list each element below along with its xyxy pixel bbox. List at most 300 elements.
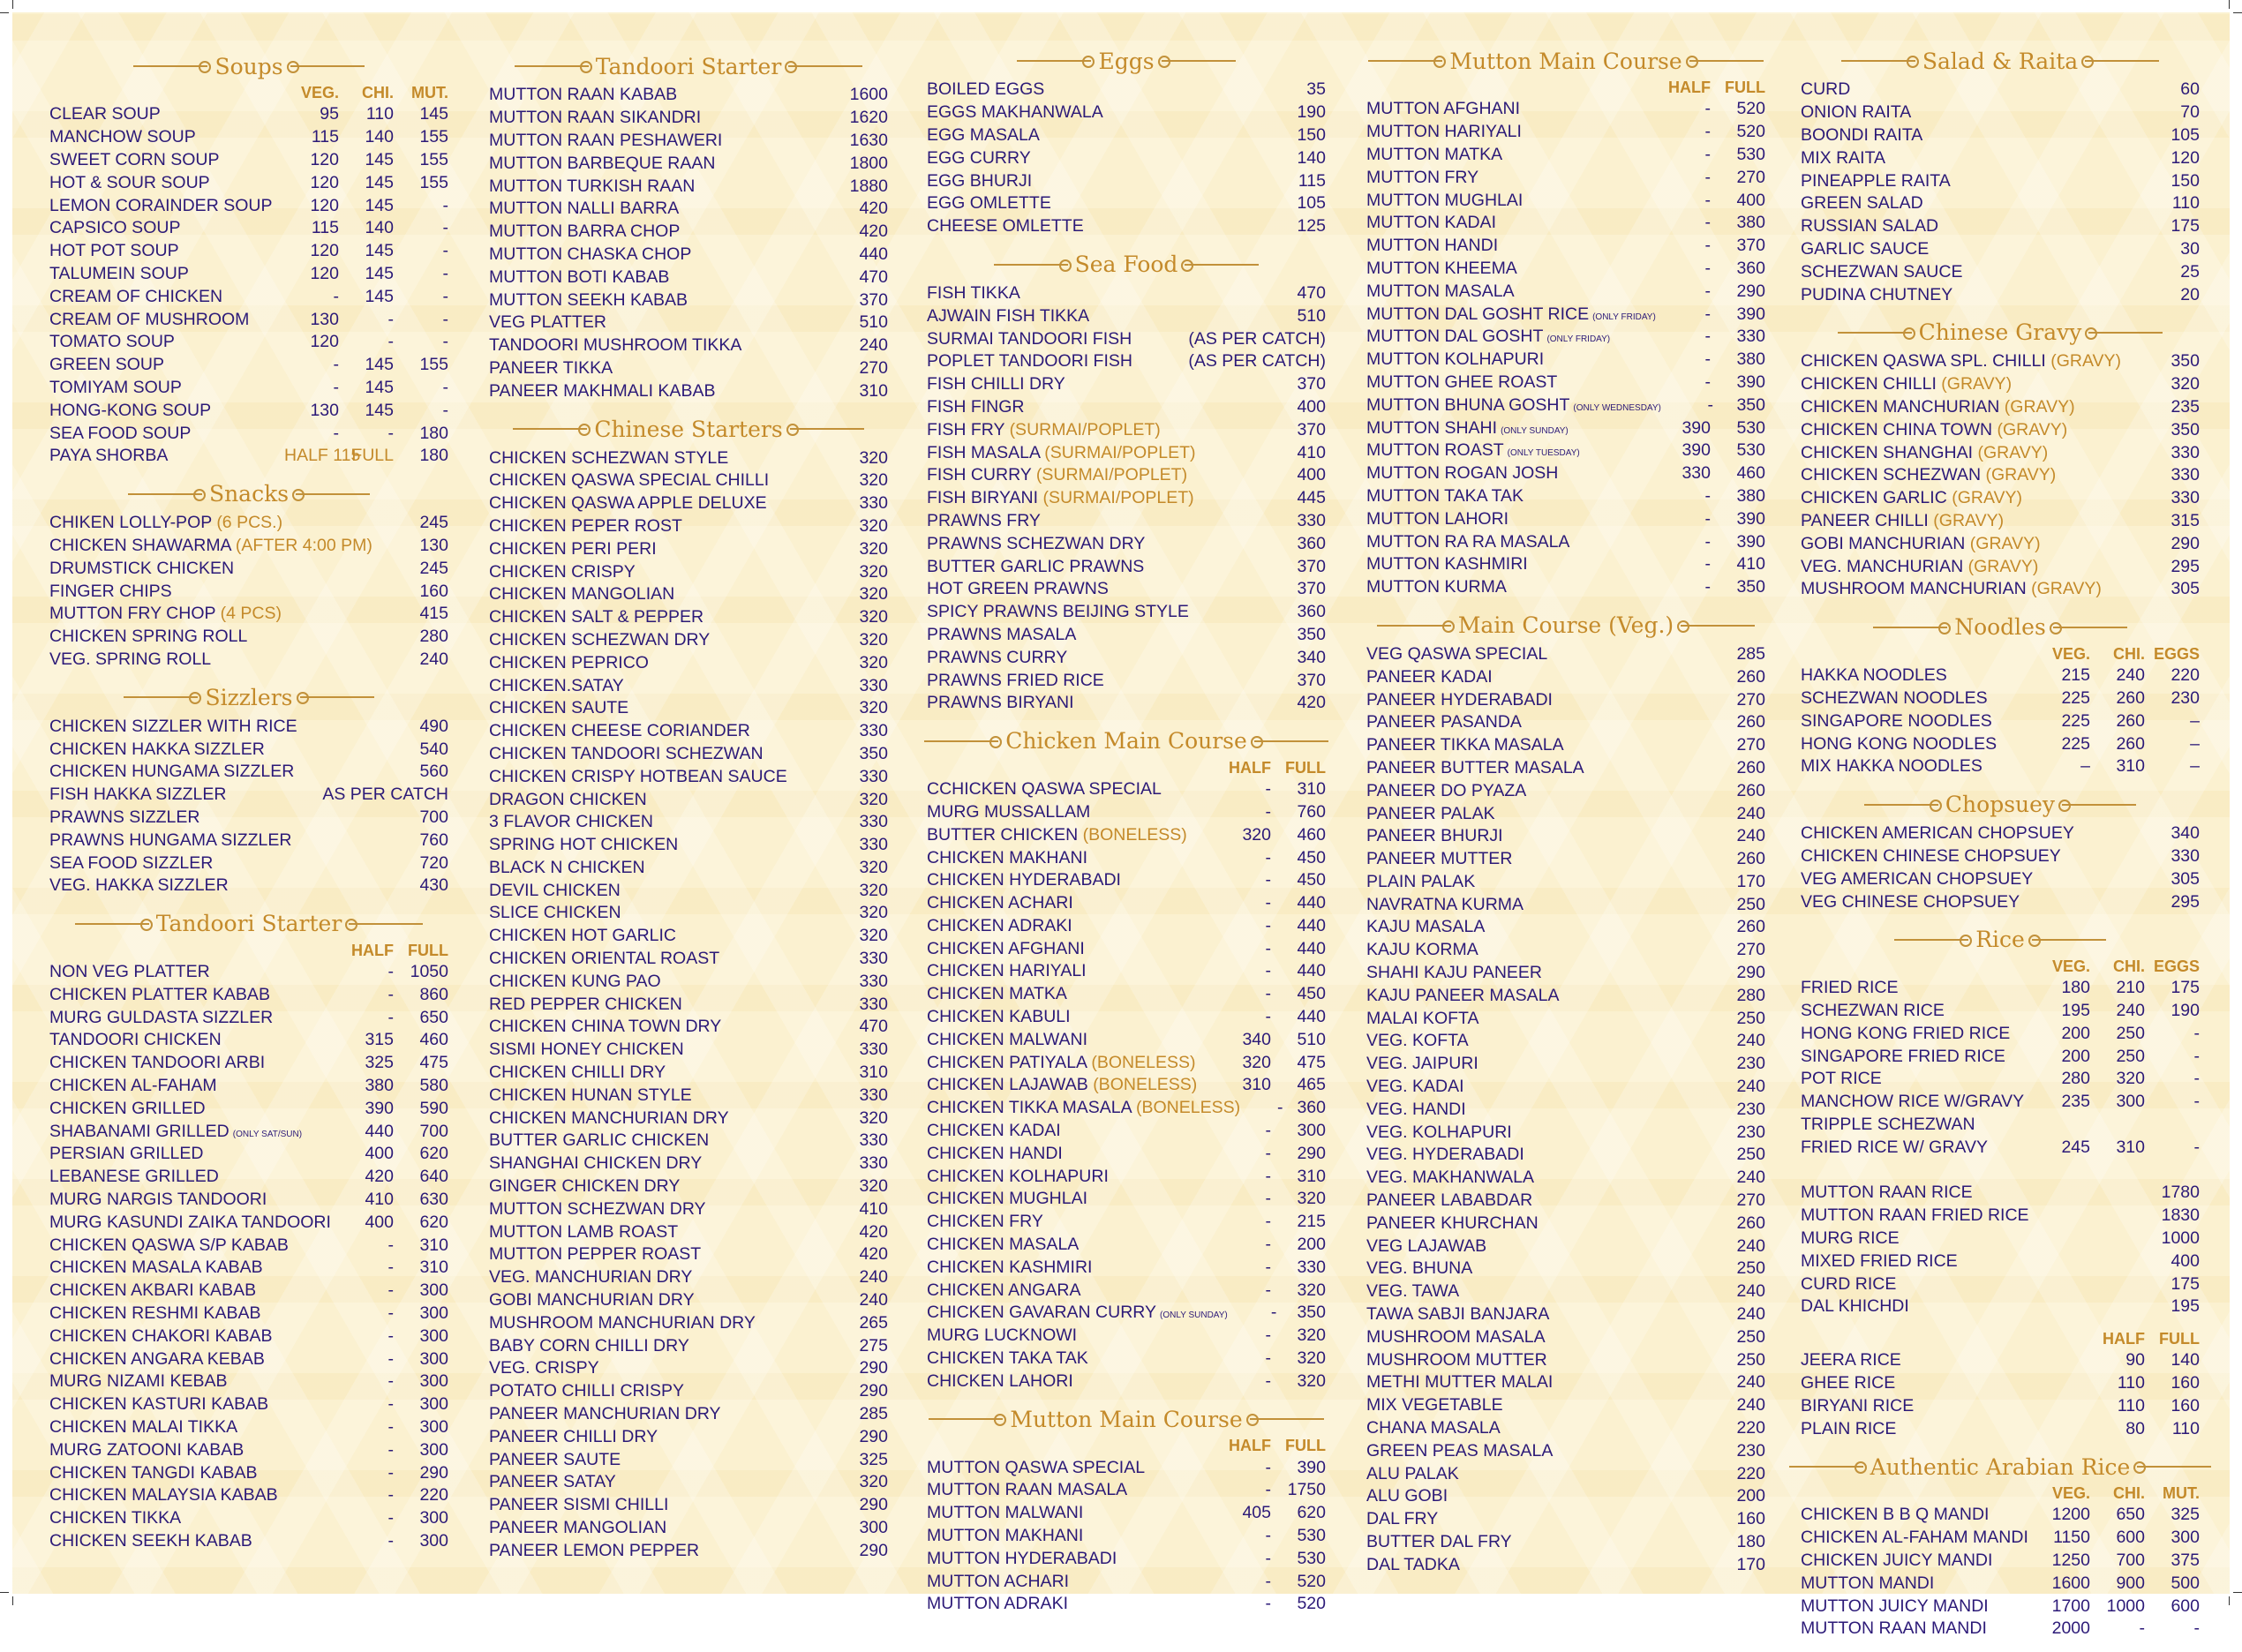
item-note: (SURMAI/POPLET) (1042, 488, 1194, 508)
item-name: FISH HAKKA SIZZLER (49, 785, 227, 805)
price-column-header: CHI. (362, 84, 394, 101)
item-name-cell (927, 825, 1216, 845)
item-name: PANEER KHURCHAN (1366, 1213, 1539, 1233)
item-price: 440 (1297, 938, 1326, 958)
item-note: (SURMAI/POPLET) (1044, 442, 1196, 462)
item-name-cell (1366, 1327, 1711, 1348)
item-name: CHICKEN SALT & PEPPER (489, 607, 704, 627)
item-name-cell (1366, 1372, 1711, 1393)
item-price: - (387, 1303, 394, 1324)
item-name: MUTTON TAKA TAK (1366, 485, 1524, 506)
item-price: 620 (1297, 1503, 1326, 1523)
item-name: VEG. MANCHURIAN (1801, 556, 1964, 576)
item-name: MUTTON LAHORI (1366, 508, 1509, 529)
menu-item (49, 1075, 448, 1098)
item-price: - (333, 355, 339, 375)
item-name-cell (489, 835, 833, 855)
item-price: 600 (2116, 1528, 2145, 1548)
item-price: - (1704, 508, 1711, 529)
item-name-cell (1366, 259, 1656, 279)
item-name-cell (927, 984, 1216, 1004)
item-price: 95 (320, 104, 339, 124)
item-note: (GRAVY) (1967, 556, 2039, 576)
menu-item (1801, 146, 2200, 169)
item-name-cell (49, 1030, 339, 1050)
menu-item (489, 1039, 888, 1062)
item-price: 260 (1736, 1213, 1765, 1233)
menu-column-3 (927, 46, 1326, 1627)
item-name: NAVRATNA KURMA (1366, 894, 1524, 914)
item-price: - (387, 1417, 394, 1438)
menu-item (1366, 235, 1765, 258)
item-price: 370 (1297, 579, 1326, 599)
item-note: (GRAVY) (1952, 488, 2023, 508)
item-name: PANEER SISMI CHILLI (489, 1495, 669, 1515)
menu-item (489, 606, 888, 629)
menu-item (1366, 1508, 1765, 1531)
item-name: BIRYANI RICE (1801, 1395, 1915, 1415)
menu-item (489, 948, 888, 971)
item-name-cell (489, 176, 833, 197)
item-name: CHICKEN MANCHURIAN (1801, 396, 2000, 417)
item-name-cell (489, 267, 833, 288)
item-price: 300 (1297, 1121, 1326, 1141)
item-name-cell (1366, 963, 1711, 983)
item-price: 320 (1242, 824, 1271, 845)
price-column-header: VEG. (2051, 1484, 2090, 1503)
item-price: - (442, 286, 448, 306)
item-name-cell (489, 222, 833, 242)
price-column-header: CHI. (2113, 957, 2145, 975)
item-name-cell (489, 562, 833, 582)
item-price: 330 (859, 835, 888, 855)
menu-item (927, 846, 1326, 869)
item-price: - (1704, 144, 1711, 164)
item-name-cell (489, 1153, 833, 1174)
item-name-cell (49, 1463, 339, 1483)
item-price: 190 (1297, 102, 1326, 123)
menu-section (1801, 1330, 2200, 1440)
item-name: CHICKEN QASWA SPECIAL CHILLI (489, 470, 770, 491)
item-price: 440 (1297, 893, 1326, 913)
menu-item (1801, 1394, 2200, 1417)
menu-item (1801, 487, 2200, 510)
item-name-cell (49, 241, 284, 261)
item-name-cell (927, 579, 1271, 599)
item-name: GREEN PEAS MASALA (1366, 1440, 1554, 1461)
item-name: MUTTON HYDERABADI (927, 1548, 1117, 1568)
menu-item (1801, 1372, 2200, 1395)
item-name: CCHICKEN QASWA SPECIAL (927, 779, 1162, 800)
ornament-right (1162, 60, 1236, 62)
item-name-cell (927, 1189, 1216, 1209)
menu-item (49, 649, 448, 672)
item-price: 330 (859, 493, 888, 514)
item-name: POT RICE (1801, 1069, 1882, 1089)
item-price: 440 (1297, 961, 1326, 981)
menu-item (927, 1525, 1326, 1548)
item-price: 180 (419, 423, 448, 443)
item-price: - (2193, 1092, 2200, 1112)
menu-item (489, 492, 888, 515)
item-name-cell (489, 131, 833, 151)
item-name-cell (1366, 735, 1711, 755)
item-name: MUSHROOM MASALA (1366, 1326, 1546, 1347)
item-name-cell (489, 154, 833, 174)
item-name-cell (1366, 463, 1656, 484)
item-price: 410 (365, 1190, 394, 1210)
item-name-cell (927, 351, 1167, 372)
item-name: CHICKEN SIZZLER WITH RICE (49, 716, 297, 736)
menu-section (49, 479, 448, 672)
menu-item (927, 801, 1326, 824)
item-price: - (1265, 779, 1271, 800)
item-price: - (1265, 1257, 1271, 1277)
item-price: 1200 (2051, 1505, 2090, 1525)
item-name-cell (1366, 349, 1656, 370)
item-name-cell (49, 785, 290, 805)
menu-item (489, 925, 888, 948)
item-name: VEG CHINESE CHOPSUEY (1801, 891, 2020, 912)
ornament-left (1377, 625, 1451, 627)
item-price: 370 (1736, 236, 1765, 256)
item-price: - (2193, 1046, 2200, 1066)
crop-mark (2229, 1596, 2230, 1605)
menu-item (49, 535, 448, 558)
menu-item (489, 1403, 888, 1426)
item-name-cell (1366, 1395, 1711, 1415)
item-price: 320 (2171, 374, 2200, 394)
item-price: 240 (859, 335, 888, 356)
item-name-cell (1801, 351, 2145, 372)
item-price: - (1265, 1480, 1271, 1500)
menu-item (489, 107, 888, 130)
item-price: 260 (2116, 733, 2145, 754)
item-name: CLEAR SOUP (49, 104, 161, 124)
item-name: PRAWNS SCHEZWAN DRY (927, 533, 1146, 553)
item-availability: (ONLY WEDNESDAY) (1573, 402, 1661, 413)
menu-item (1366, 984, 1765, 1007)
item-name-cell (489, 335, 833, 356)
item-price: 160 (2171, 1395, 2200, 1415)
item-name-cell (1366, 1418, 1711, 1438)
item-price: 175 (2171, 978, 2200, 998)
item-price: 430 (419, 875, 448, 896)
menu-item (927, 1074, 1326, 1097)
price-column-headers (49, 942, 448, 961)
item-name: MIX HAKKA NOODLES (1801, 756, 1982, 777)
item-name: MURG ZATOONI KABAB (49, 1439, 245, 1460)
ornament-right (296, 493, 370, 495)
item-name-cell (927, 1098, 1240, 1118)
item-price: 220 (1736, 1418, 1765, 1438)
item-name-cell (49, 513, 394, 533)
item-price: 110 (2117, 1395, 2145, 1415)
item-price: 270 (1736, 940, 1765, 960)
menu-item (49, 285, 448, 308)
menu-item (927, 1211, 1326, 1234)
item-price: 180 (1736, 1532, 1765, 1551)
menu-item (1801, 1417, 2200, 1440)
item-price: 295 (2171, 891, 2200, 912)
item-name-cell (927, 939, 1216, 959)
item-name: MUTTON AFGHANI (1366, 99, 1521, 119)
menu-item (927, 823, 1326, 846)
item-price: 410 (859, 1198, 888, 1219)
menu-item (489, 583, 888, 606)
item-name: CHICKEN HUNAN STYLE (489, 1085, 692, 1105)
item-name-cell (489, 1267, 833, 1288)
item-price: 155 (419, 127, 448, 147)
item-name: SLICE CHICKEN (489, 903, 621, 923)
menu-item (1366, 1553, 1765, 1576)
item-name: MUSHROOM MUTTER (1366, 1349, 1547, 1370)
item-price: 285 (859, 1404, 888, 1424)
menu-section (927, 250, 1326, 715)
item-name-cell (489, 1176, 833, 1197)
item-name-cell (49, 1371, 339, 1392)
item-price: 650 (419, 1007, 448, 1027)
menu-item (1801, 510, 2200, 533)
ornament-left (124, 696, 198, 698)
section-header (49, 682, 448, 712)
menu-item (1366, 962, 1765, 985)
item-name: PANEER PASANDA (1366, 712, 1522, 732)
item-price: 120 (310, 241, 339, 261)
item-name-cell (1366, 236, 1656, 256)
item-price: 2000 (2051, 1618, 2090, 1639)
item-name: CHICKEN CHEESE CORIANDER (489, 721, 750, 741)
menu-section (49, 682, 448, 897)
item-price: 620 (419, 1144, 448, 1164)
ornament-right (1254, 740, 1328, 742)
menu-item (1801, 532, 2200, 555)
item-name-cell (489, 1427, 833, 1447)
menu-item (489, 1380, 888, 1403)
menu-item (927, 578, 1326, 601)
item-name: EGG CURRY (927, 147, 1031, 168)
item-name-cell (1366, 826, 1711, 846)
item-name: PINEAPPLE RAITA (1801, 170, 1951, 191)
menu-item (927, 304, 1326, 327)
item-name-cell (49, 378, 284, 398)
item-name-cell (489, 858, 833, 878)
menu-item (489, 198, 888, 221)
item-price: 310 (2116, 756, 2145, 777)
item-name: PANEER TIKKA (489, 357, 613, 378)
item-name: FISH FINGR (927, 396, 1025, 417)
menu-section (1801, 790, 2200, 913)
item-name: BOONDI RAITA (1801, 124, 1923, 145)
item-price: 250 (1736, 1008, 1765, 1028)
item-price: 120 (310, 263, 339, 283)
item-name: FISH CHILLI DRY (927, 374, 1065, 394)
item-name: MUTTON HARIYALI (1366, 122, 1522, 142)
item-price: 150 (1297, 124, 1326, 145)
menu-item (1801, 441, 2200, 464)
menu-item (1801, 169, 2200, 192)
item-name-cell (1366, 1123, 1711, 1143)
item-name-cell (1801, 1618, 2035, 1639)
item-name-cell (489, 244, 833, 265)
item-price: 520 (1297, 1594, 1326, 1614)
item-name-cell (49, 740, 394, 760)
item-price: - (387, 1371, 394, 1392)
item-price: 290 (859, 1495, 888, 1515)
ornament-right (1185, 264, 1259, 266)
item-name-cell (1366, 667, 1711, 687)
item-price: 320 (1297, 1189, 1326, 1209)
menu-item (489, 1084, 888, 1107)
item-name-cell (1801, 823, 2145, 844)
item-name-cell (49, 355, 284, 375)
section-header (927, 1404, 1326, 1434)
item-name: CHICKEN MASALA KABAB (49, 1258, 263, 1278)
menu-item (927, 892, 1326, 915)
menu-item (927, 692, 1326, 715)
item-name: MUSHROOM MANCHURIAN (1801, 579, 2027, 599)
item-name: HOT POT SOUP (49, 241, 179, 261)
item-price: - (387, 1485, 394, 1506)
item-name-cell (927, 1280, 1216, 1301)
item-name-cell (1366, 213, 1656, 233)
item-name-cell (49, 1053, 339, 1073)
item-price: - (1265, 1548, 1271, 1568)
item-name-cell (1801, 1069, 2035, 1089)
item-price: - (387, 309, 394, 329)
item-price: 105 (1297, 193, 1326, 214)
item-name: CHICKEN AKBARI KABAB (49, 1280, 257, 1301)
item-name: PRAWNS FRIED RICE (927, 670, 1104, 690)
item-price: - (387, 984, 394, 1004)
menu-item (1366, 1394, 1765, 1417)
item-price: 390 (1736, 508, 1765, 529)
ornament-left (1368, 60, 1442, 62)
item-price: – (2190, 710, 2200, 731)
item-price: - (1704, 122, 1711, 142)
menu-item (489, 1357, 888, 1380)
item-price: 400 (1736, 190, 1765, 210)
menu-item (489, 879, 888, 902)
item-price: 175 (2171, 216, 2200, 237)
price-column-header: HALF (1229, 758, 1271, 777)
item-name-cell (49, 287, 284, 307)
item-name-cell (927, 1121, 1216, 1141)
item-name: PANEER KADAI (1366, 666, 1493, 687)
item-price: 700 (2116, 1551, 2145, 1571)
item-price: 1600 (2051, 1573, 2090, 1593)
item-name: CHICKEN KASTURI KABAB (49, 1394, 269, 1415)
item-name: PRAWNS SIZZLER (49, 807, 200, 827)
menu-item (1366, 1144, 1765, 1167)
item-name: MUTTON MATKA (1366, 144, 1503, 164)
item-price: 1880 (849, 176, 888, 196)
item-name: VEG PLATTER (489, 312, 606, 333)
item-name: CHICKEN CHILLI DRY (489, 1063, 666, 1083)
menu-item (49, 1507, 448, 1530)
item-name: MUTTON RAAN MANDI (1801, 1618, 1987, 1639)
item-price: AS PER CATCH (322, 785, 448, 805)
item-price: - (442, 377, 448, 397)
crop-mark (2229, 0, 2230, 9)
item-name-cell (1801, 1251, 2145, 1272)
menu-item (1366, 1439, 1765, 1462)
menu-item (49, 445, 448, 468)
item-price: 510 (859, 312, 888, 333)
menu-item (489, 834, 888, 857)
item-price: 35 (1306, 79, 1326, 100)
item-name: MUTTON CHASKA CHOP (489, 244, 692, 264)
item-name-cell (49, 150, 284, 170)
item-price: 300 (419, 1394, 448, 1415)
menu-item (1801, 1159, 2200, 1182)
item-price: 300 (419, 1531, 448, 1551)
menu-item (1801, 710, 2200, 732)
item-price: - (2193, 1137, 2200, 1157)
item-name-cell (1801, 262, 2145, 282)
item-price: 1620 (849, 108, 888, 128)
item-name-cell (927, 102, 1271, 123)
item-name-cell (1366, 1281, 1711, 1302)
item-name: MUTTON RA RA MASALA (1366, 531, 1570, 552)
item-price: 130 (310, 400, 339, 420)
item-name-cell (927, 693, 1271, 713)
item-price: 360 (1297, 602, 1326, 622)
item-price: 350 (1736, 577, 1765, 597)
menu-item (489, 1334, 888, 1357)
item-price: 240 (419, 649, 448, 669)
item-price: 375 (2171, 1551, 2200, 1571)
item-price: 330 (859, 994, 888, 1014)
item-note: (GRAVY) (2050, 351, 2122, 372)
section-title: Chinese Gravy (1918, 319, 2082, 346)
menu-column-2 (489, 51, 888, 1573)
price-column-headers (927, 759, 1326, 778)
section-title: Salad & Raita (1922, 48, 2079, 74)
item-name-cell (927, 1007, 1216, 1027)
item-price: 330 (859, 675, 888, 695)
ornament-right (300, 696, 374, 698)
item-price: - (387, 1394, 394, 1415)
item-name-cell (1366, 191, 1656, 211)
item-name-cell (49, 401, 284, 421)
item-name-cell (1366, 1258, 1711, 1279)
item-price: 270 (859, 357, 888, 378)
menu-item (927, 1479, 1326, 1502)
item-price: 200 (2061, 1046, 2090, 1066)
menu-item (1366, 1007, 1765, 1030)
menu-section (489, 414, 888, 1562)
item-name-cell (1366, 1464, 1711, 1484)
item-price: 240 (859, 1267, 888, 1288)
price-column-header: VEG. (2051, 644, 2090, 663)
item-price: 320 (2116, 1069, 2145, 1089)
item-price: 1830 (2161, 1205, 2200, 1226)
item-price: 1150 (2053, 1528, 2090, 1548)
item-name-cell (1801, 557, 2145, 577)
item-price: - (2193, 1069, 2200, 1089)
section-title: Authentic Arabian Rice (1870, 1453, 2131, 1480)
item-name: PANEER MUTTER (1366, 849, 1513, 869)
item-name-cell (1801, 1596, 2035, 1617)
item-price: 120 (310, 149, 339, 169)
item-price: - (1704, 167, 1711, 187)
item-price: 380 (1736, 485, 1765, 506)
item-name: MUTTON FRY (1366, 167, 1479, 187)
menu-item (49, 961, 448, 984)
item-name: CHICKEN MALAYSIA KABAB (49, 1485, 278, 1506)
menu-section (489, 51, 888, 402)
